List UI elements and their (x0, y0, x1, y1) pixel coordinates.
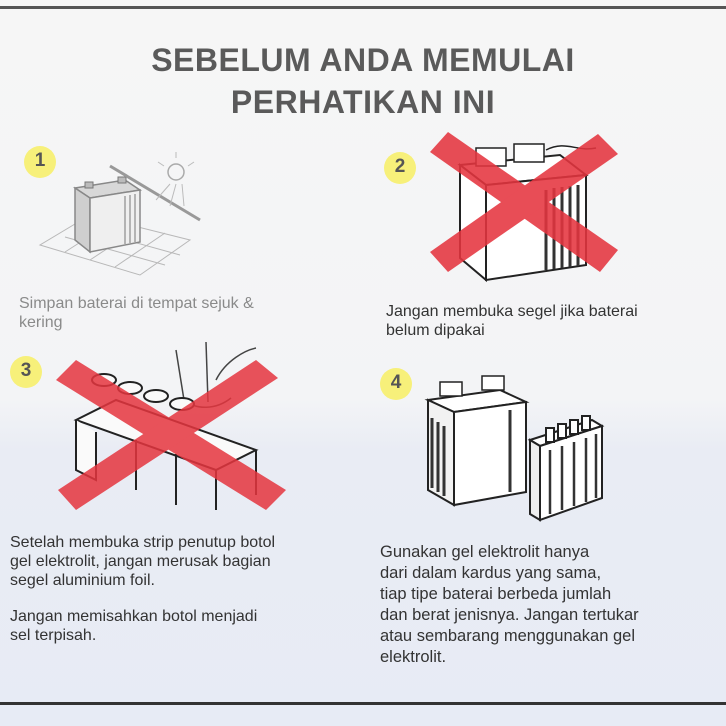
step-2-number-badge: 2 (384, 152, 416, 184)
step-2-caption (386, 302, 706, 340)
bottom-border (0, 702, 726, 705)
step-3-caption-line: sel terpisah. (10, 627, 97, 644)
step-4-number-badge: 4 (380, 368, 412, 400)
step-3-caption-line: Setelah membuka strip penutup botol (10, 534, 276, 551)
step-3-caption-line: segel aluminium foil. (10, 572, 155, 589)
step-1-number-badge: 1 (24, 146, 56, 178)
page-title-line-1: SEBELUM ANDA MEMULAI (151, 42, 575, 78)
top-border (0, 6, 726, 9)
step-2-caption-line: belum dipakai (386, 322, 485, 339)
battery-storage-shade-icon (30, 140, 220, 290)
step-4-caption (380, 542, 700, 668)
step-4-caption-line: dan berat jenisnya. Jangan tertukar (380, 606, 639, 624)
battery-with-electrolyte-pack-icon (420, 370, 610, 525)
step-3-caption-line: gel elektrolit, jangan merusak bagian (10, 553, 271, 570)
step-3-number-badge: 3 (10, 356, 42, 388)
step-4-caption-line: dari dalam kardus yang sama, (380, 564, 602, 582)
step-4-caption-line: Gunakan gel elektrolit hanya (380, 543, 590, 561)
electrolyte-bottle-crossed-icon (56, 340, 296, 515)
step-1-caption-line: kering (19, 314, 63, 331)
step-1-caption-line: Simpan baterai di tempat sejuk & (19, 295, 254, 312)
step-4-caption-line: atau sembarang menggunakan gel (380, 627, 636, 645)
step-1-caption (19, 294, 329, 332)
step-3-caption-line: Jangan memisahkan botol menjadi (10, 608, 258, 625)
page-title-line-2: PERHATIKAN INI (230, 84, 496, 120)
step-4-caption-line: tiap tipe baterai berbeda jumlah (380, 585, 612, 603)
battery-seal-crossed-icon (426, 130, 622, 290)
step-4-caption-line: elektrolit. (380, 648, 447, 666)
step-3-caption-2 (10, 607, 330, 645)
step-2-caption-line: Jangan membuka segel jika baterai (386, 303, 638, 320)
step-3-caption (10, 533, 330, 590)
